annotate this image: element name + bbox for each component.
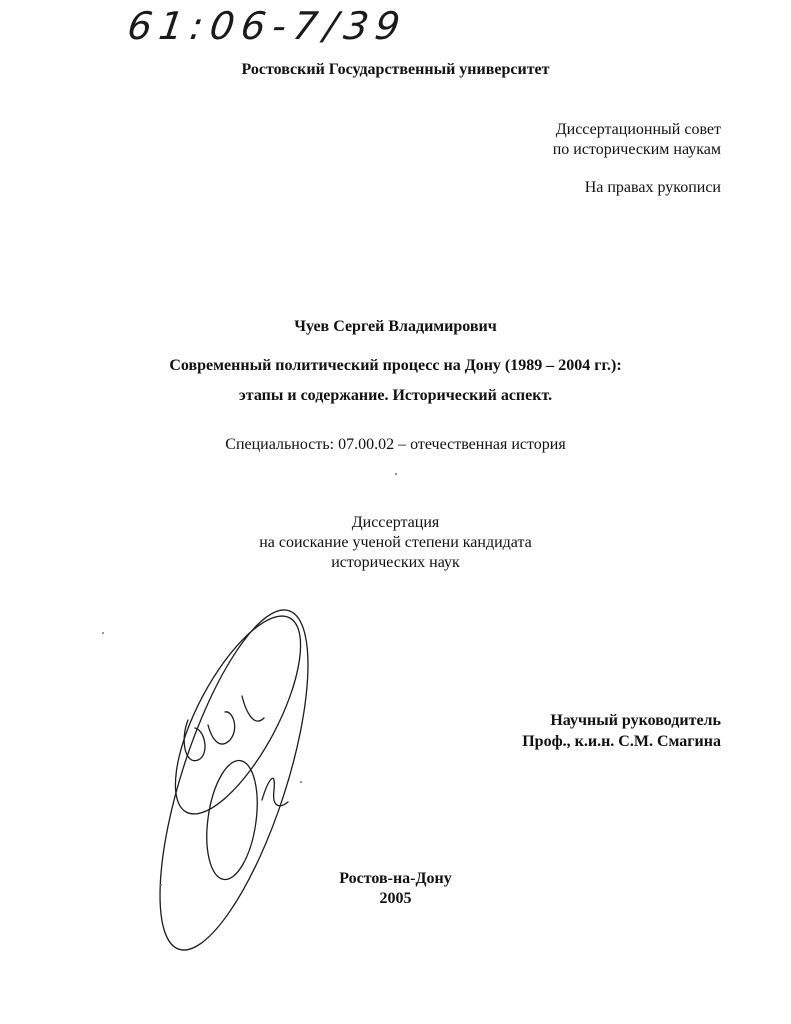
dissertation-line-1: Диссертация: [351, 514, 440, 531]
dissertation-line-2: на соискание ученой степени кандидата: [259, 534, 532, 551]
signature-loop-outer: [150, 600, 338, 965]
dissertation-title-line-2: этапы и содержание. Исторический аспект.: [238, 387, 553, 404]
author-name: Чуев Сергей Владимирович: [294, 318, 497, 335]
scan-speck: [102, 632, 104, 634]
year: 2005: [379, 890, 412, 907]
scan-speck: [300, 781, 302, 783]
university-name: Ростовский Государственный университет: [241, 61, 550, 78]
council-line-2: по историческим наукам: [552, 141, 721, 158]
handwritten-signature: [150, 600, 350, 970]
manuscript-note: На правах рукописи: [584, 179, 721, 196]
place: Ростов-на-Дону: [339, 870, 452, 887]
scan-speck: [395, 473, 397, 475]
scan-speck: [160, 884, 162, 886]
signature-loop-upper: [151, 600, 325, 831]
specialty: Специальность: 07.00.02 – отечественная история: [225, 436, 566, 453]
advisor-name: Проф., к.и.н. С.М. Смагина: [522, 733, 721, 750]
archive-number: 61:06-7/39: [124, 4, 410, 48]
advisor-label: Научный руководитель: [550, 712, 721, 729]
scientific-advisor: [522, 710, 721, 752]
dissertation-council: [553, 120, 721, 160]
dissertation-type: [0, 513, 791, 573]
council-line-1: Диссертационный совет: [555, 121, 721, 138]
dissertation-title-line-1: Современный политический процесс на Дону (1989 – 2004 гг.):: [169, 357, 622, 374]
signature-stroke-1: [184, 696, 264, 761]
place-and-year: [0, 869, 791, 909]
dissertation-line-3: исторических наук: [331, 554, 460, 571]
signature-loop-lower: [200, 757, 264, 883]
